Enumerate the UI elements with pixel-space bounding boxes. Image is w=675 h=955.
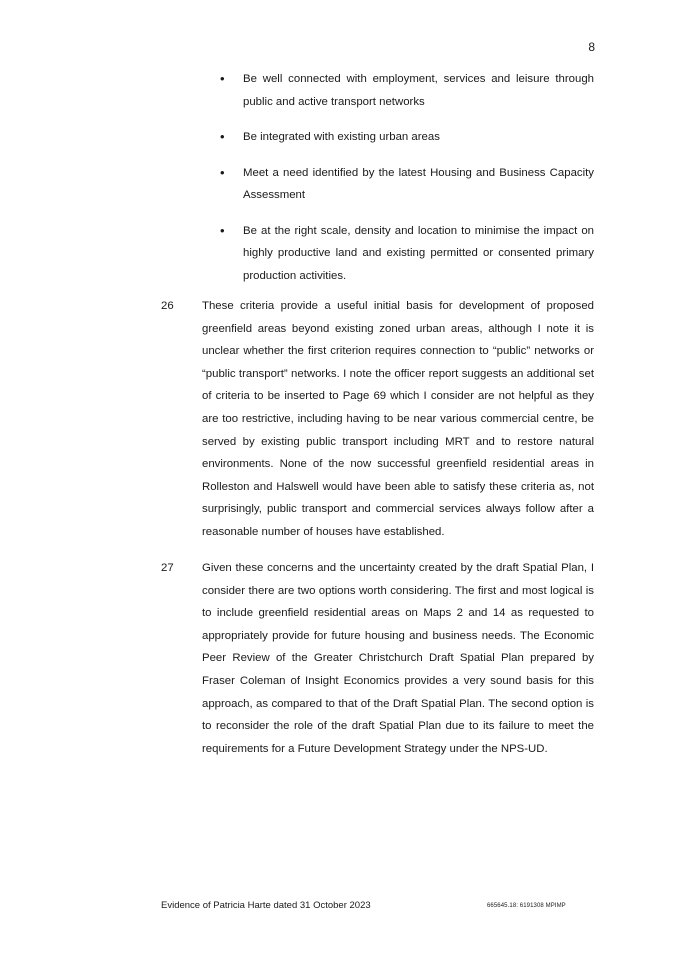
bullet-list <box>218 68 594 287</box>
paragraph-27 <box>161 557 594 760</box>
footer-reference: 665645.18: 6191308 MPIMP <box>487 903 566 909</box>
paragraph-26 <box>161 295 594 544</box>
paragraph-text: Given these concerns and the uncertainty created by the draft Spatial Plan, I consider there are two options worth considering. The first and most logical is to include greenfield residential areas on Maps 2 and 14 as requested to appropriately provide for future housing and business needs. The Economic Peer Review of the Greater Christchurch Draft Spatial Plan prepared by Fraser Coleman of Insight Economics provides a very sound basis for this approach, as compared to that of the Draft Spatial Plan. The second option is to reconsider the role of the draft Spatial Plan due to its failure to meet the requirements for a Future Development Strategy under the NPS-UD. <box>202 562 594 755</box>
bullet-item: • Be at the right scale, density and location to minimise the impact on highly productive land and existing permitted or consented primary production activities. <box>218 220 594 288</box>
paragraph-number: 26 <box>161 300 174 312</box>
footer-caption: Evidence of Patricia Harte dated 31 October 2023 <box>161 900 371 911</box>
bullet-item: • Be integrated with existing urban areas <box>218 126 594 149</box>
paragraph-number: 27 <box>161 562 174 574</box>
bullet-item: • Meet a need identified by the latest Housing and Business Capacity Assessment <box>218 162 594 207</box>
paragraph-text: These criteria provide a useful initial basis for development of proposed greenfield areas beyond existing zoned urban areas, although I note it is unclear whether the first criterion requires connection to “public” networks or “public transport” networks. I note the officer report suggests an additional set of criteria to be inserted to Page 69 which I consider are not helpful as they are too restrictive, including having to be near various commercial centre, be served by existing public transport including MRT and to restore natural environments. None of the now successful greenfield residential areas in Rolleston and Halswell would have been able to satisfy these criteria as, not surprisingly, public transport and commercial services always follow after a reasonable number of houses have established. <box>202 300 594 538</box>
page-number: 8 <box>588 40 595 54</box>
bullet-item: • Be well connected with employment, services and leisure through public and active transport networks <box>218 68 594 113</box>
